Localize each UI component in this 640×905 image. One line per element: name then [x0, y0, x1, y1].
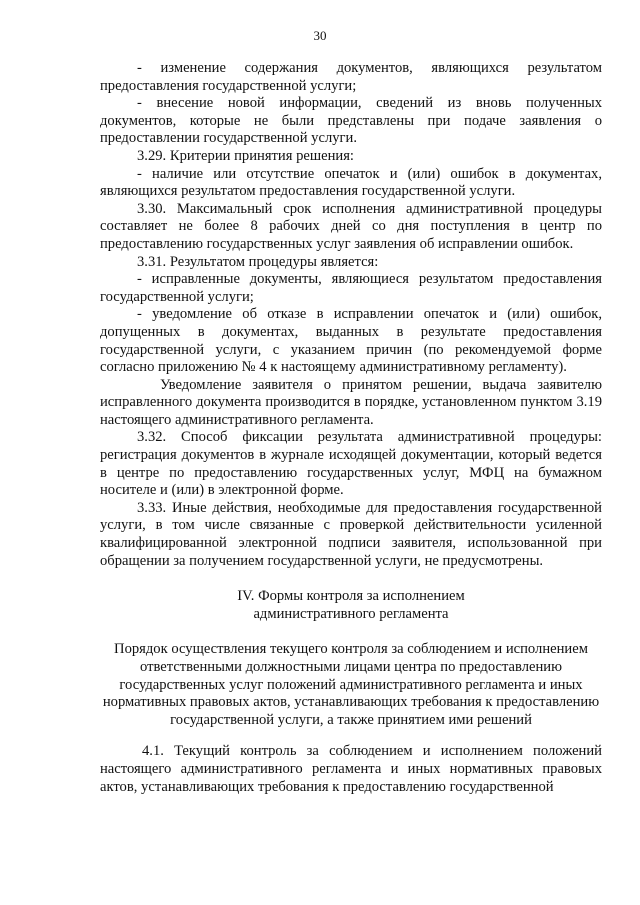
- section-title: [100, 588, 602, 623]
- paragraph-2: - внесение новой информации, сведений из вновь полученных документов, которые не были представлены при подаче заявления о предоставлении государственной услуги.: [100, 95, 602, 147]
- document-body: [100, 60, 602, 796]
- paragraph-9: Уведомление заявителя о принятом решении, выдача заявителю исправленного документа производится в порядке, установленном пунктом 3.19 настоящего административного регламента.: [100, 376, 602, 428]
- subsection-title: Порядок осуществления текущего контроля за соблюдением и исполнением ответственными должностными лицами центра по предоставлению государственных услуг положений административного регламента и иных нормативных правовых актов, устанавливающих требования к предоставлению государственной услуги, а также принятием ими решений: [102, 641, 600, 728]
- paragraph-3: 3.29. Критерии принятия решения:: [137, 147, 354, 164]
- section-title-line-1: IV. Формы контроля за исполнением: [237, 588, 465, 605]
- paragraph-6: 3.31. Результатом процедуры является:: [137, 253, 379, 270]
- paragraph-4-1: 4.1. Текущий контроль за соблюдением и исполнением положений настоящего административного регламента и иных нормативных правовых актов, устанавливающих требования к предоставлению государственной: [100, 743, 602, 795]
- paragraph-8: - уведомление об отказе в исправлении опечаток и (или) ошибок, допущенных в документах, выданных в результате предоставления государственной услуги, с указанием причин (по рекомендуемой форме согласно приложению № 4 к настоящему административному регламенту).: [100, 306, 602, 376]
- paragraph-5: 3.30. Максимальный срок исполнения административной процедуры составляет не более 8 рабочих дней со дня поступления в центр по предоставлению государственных услуг заявления об исправлении ошибок.: [100, 200, 602, 252]
- paragraph-7: - исправленные документы, являющиеся результатом предоставления государственной услуги;: [100, 271, 602, 305]
- paragraph-11: 3.33. Иные действия, необходимые для предоставления государственной услуги, в том числе связанные с проверкой действительности усиленной квалифицированной электронной подписи заявителя, использованной при обращении за получением государственной услуги, не предусмотрены.: [100, 499, 602, 569]
- spacer: [100, 729, 602, 743]
- paragraph-10: 3.32. Способ фиксации результата административной процедуры: регистрация документов в журнале исходящей документации, который ведется в центре по предоставлению государственных услуг, МФЦ на бумажном носителе и (или) в электронной форме.: [100, 429, 602, 499]
- paragraph-4: - наличие или отсутствие опечаток и (или) ошибок в документах, являющихся результатом предоставления государственной услуги.: [100, 165, 602, 200]
- paragraph-1: - изменение содержания документов, являющихся результатом предоставления государственной услуги;: [100, 60, 602, 94]
- page-number: 30: [313, 28, 327, 43]
- section-title-line-2: административного регламента: [253, 605, 449, 622]
